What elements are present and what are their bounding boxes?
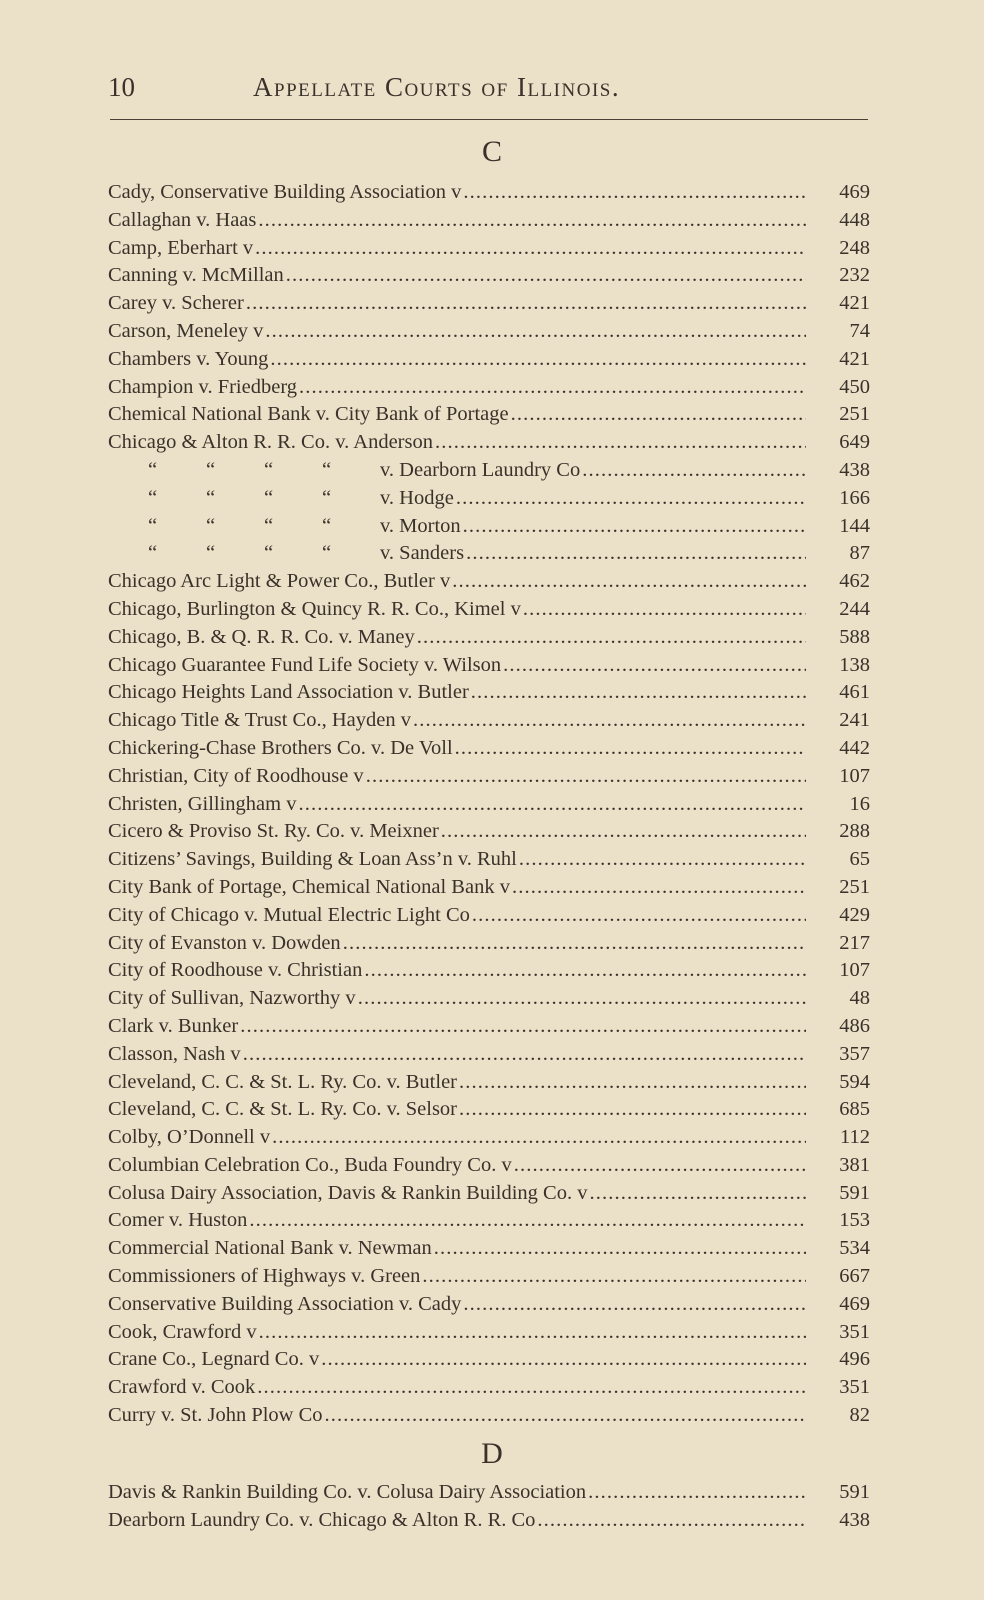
- case-name: Christian, City of Roodhouse v: [108, 764, 364, 787]
- dot-leader: [457, 1096, 806, 1124]
- index-entry: [108, 1402, 870, 1430]
- case-name: Commercial National Bank v. Newman: [108, 1237, 432, 1260]
- case-name: Citizens’ Savings, Building & Loan Ass’n v. Ruhl: [108, 848, 517, 871]
- page-reference: 381: [839, 1153, 870, 1176]
- dot-leader: [457, 1069, 806, 1097]
- section-letter-d: D: [481, 1437, 503, 1470]
- dot-leader: [296, 791, 806, 819]
- dot-leader: [297, 374, 806, 402]
- ditto-mark: “: [322, 542, 332, 565]
- case-name: Crane Co., Legnard Co. v: [108, 1348, 320, 1371]
- index-entry: [108, 1235, 870, 1263]
- case-name: Canning v. McMillan: [108, 264, 284, 287]
- index-entry: [108, 652, 870, 680]
- case-name: Chicago Guarantee Fund Life Society v. Wilson: [108, 653, 502, 676]
- ditto-mark: “: [264, 542, 274, 565]
- ditto-mark: “: [148, 486, 158, 509]
- index-entry: [108, 485, 870, 513]
- dot-leader: [535, 1507, 806, 1535]
- case-name: v. Sanders: [380, 542, 465, 565]
- index-entry: [108, 235, 870, 263]
- case-name: v. Morton: [380, 514, 461, 537]
- dot-leader: [253, 235, 806, 263]
- page-reference: 232: [839, 264, 870, 287]
- case-name: Cook, Crawford v: [108, 1320, 257, 1343]
- ditto-mark: “: [206, 486, 216, 509]
- dot-leader: [341, 930, 806, 958]
- page-reference: 667: [839, 1265, 870, 1288]
- page-reference: 429: [839, 903, 870, 926]
- dot-leader: [284, 262, 806, 290]
- index-entry: [108, 568, 870, 596]
- index-entry: [108, 763, 870, 791]
- case-name: Colby, O’Donnell v: [108, 1126, 271, 1149]
- page-reference: 534: [839, 1237, 870, 1260]
- ditto-marks: [148, 457, 380, 485]
- ditto-mark: “: [148, 542, 158, 565]
- page-reference: 16: [849, 792, 870, 815]
- case-name: Chicago Arc Light & Power Co., Butler v: [108, 570, 451, 593]
- ditto-mark: “: [264, 514, 274, 537]
- case-name: Chemical National Bank v. City Bank of Portage: [108, 403, 509, 426]
- dot-leader: [268, 346, 806, 374]
- dot-leader: [587, 1180, 806, 1208]
- index-entry: [108, 791, 870, 819]
- dot-leader: [323, 1402, 806, 1430]
- page-reference: 438: [839, 458, 870, 481]
- ditto-mark: “: [264, 486, 274, 509]
- case-name: Christen, Gillingham v: [108, 792, 297, 815]
- page-reference: 685: [839, 1098, 870, 1121]
- page-reference: 649: [839, 431, 870, 454]
- case-name: Commissioners of Highways v. Green: [108, 1265, 421, 1288]
- index-entry: [108, 1180, 870, 1208]
- dot-leader: [432, 1235, 806, 1263]
- case-name: Chickering-Chase Brothers Co. v. De Voll: [108, 736, 453, 759]
- dot-leader: [510, 874, 806, 902]
- dot-leader: [439, 818, 806, 846]
- page-reference: 74: [849, 319, 870, 342]
- index-entry: [108, 624, 870, 652]
- index-entry: [108, 679, 870, 707]
- case-name: Callaghan v. Haas: [108, 208, 257, 231]
- case-name: Carey v. Scherer: [108, 292, 244, 315]
- ditto-mark: “: [206, 458, 216, 481]
- case-name: v. Hodge: [380, 486, 454, 509]
- case-name: Davis & Rankin Building Co. v. Colusa Dairy Association: [108, 1481, 587, 1503]
- case-name: Crawford v. Cook: [108, 1376, 256, 1399]
- index-entry: [108, 1096, 870, 1124]
- index-entry: [108, 1263, 870, 1291]
- case-name: Clark v. Bunker: [108, 1014, 239, 1037]
- page-reference: 448: [839, 208, 870, 231]
- index-entry: [108, 457, 870, 485]
- page-reference: 461: [839, 681, 870, 704]
- dot-leader: [454, 485, 806, 513]
- case-name: Champion v. Friedberg: [108, 375, 298, 398]
- index-entry: [108, 1374, 870, 1402]
- index-entry: [108, 429, 870, 457]
- page-reference: 241: [839, 709, 870, 732]
- page-reference: 251: [839, 875, 870, 898]
- page-reference: 357: [839, 1042, 870, 1065]
- page-reference: 591: [839, 1481, 870, 1503]
- dot-leader: [501, 652, 806, 680]
- ditto-mark: “: [322, 514, 332, 537]
- index-entry: [108, 735, 870, 763]
- page-reference: 288: [839, 820, 870, 843]
- ditto-marks: [148, 513, 380, 541]
- index-entry: [108, 1207, 870, 1235]
- case-name: Chambers v. Young: [108, 347, 269, 370]
- dot-leader: [241, 1041, 806, 1069]
- dot-leader: [580, 457, 806, 485]
- index-entry: [108, 1346, 870, 1374]
- page-reference: 217: [839, 931, 870, 954]
- dot-leader: [415, 624, 806, 652]
- index-entry: [108, 596, 870, 624]
- dot-leader: [509, 401, 806, 429]
- index-entry: [108, 374, 870, 402]
- case-name: v. Dearborn Laundry Co: [380, 458, 581, 481]
- dot-leader: [411, 707, 806, 735]
- page-reference: 251: [839, 403, 870, 426]
- ditto-marks: [148, 485, 380, 513]
- page-reference: 421: [839, 347, 870, 370]
- dot-leader: [512, 1152, 806, 1180]
- case-name: Camp, Eberhart v: [108, 236, 254, 259]
- page-reference: 442: [839, 736, 870, 759]
- index-list-d: [108, 1479, 870, 1535]
- index-entry: [108, 1507, 870, 1535]
- page-reference: 351: [839, 1320, 870, 1343]
- page-reference: 496: [839, 1348, 870, 1371]
- index-entry: [108, 902, 870, 930]
- case-name: Chicago, Burlington & Quincy R. R. Co., Kimel v: [108, 597, 521, 620]
- page-header: [108, 68, 872, 108]
- page-number: 10: [108, 72, 135, 102]
- page-reference: 138: [839, 653, 870, 676]
- case-name: Chicago, B. & Q. R. R. Co. v. Maney: [108, 625, 415, 648]
- page-reference: 153: [839, 1209, 870, 1232]
- dot-leader: [517, 846, 806, 874]
- dot-leader: [362, 957, 806, 985]
- case-name: Cleveland, C. C. & St. L. Ry. Co. v. Selsor: [108, 1098, 458, 1121]
- case-name: Cady, Conservative Building Association v: [108, 181, 462, 203]
- page-reference: 244: [839, 597, 870, 620]
- case-name: Classon, Nash v: [108, 1042, 241, 1065]
- page-reference: 351: [839, 1376, 870, 1399]
- page-reference: 107: [839, 764, 870, 787]
- case-name: Cicero & Proviso St. Ry. Co. v. Meixner: [108, 820, 439, 843]
- page-reference: 48: [849, 987, 870, 1010]
- page-reference: 421: [839, 292, 870, 315]
- case-name: Conservative Building Association v. Cady: [108, 1292, 462, 1315]
- page-reference: 438: [839, 1508, 870, 1531]
- dot-leader: [521, 596, 806, 624]
- index-entry: [108, 846, 870, 874]
- page-reference: 486: [839, 1014, 870, 1037]
- case-name: City of Chicago v. Mutual Electric Light Co: [108, 903, 470, 926]
- dot-leader: [356, 985, 806, 1013]
- index-entry: [108, 1124, 870, 1152]
- dot-leader: [420, 1263, 806, 1291]
- index-entry: [108, 1152, 870, 1180]
- index-entry: [108, 262, 870, 290]
- page-reference: 87: [849, 542, 870, 565]
- dot-leader: [461, 179, 806, 207]
- section-letter-c: C: [481, 135, 502, 168]
- page-reference: 469: [839, 1292, 870, 1315]
- index-entry: [108, 1479, 870, 1507]
- dot-leader: [270, 1124, 806, 1152]
- page-reference: 107: [839, 959, 870, 982]
- index-entry: [108, 1041, 870, 1069]
- dot-leader: [453, 735, 806, 763]
- case-name: Cleveland, C. C. & St. L. Ry. Co. v. Butler: [108, 1070, 458, 1093]
- page-reference: 588: [839, 625, 870, 648]
- ditto-marks: [148, 540, 380, 568]
- case-name: Chicago Title & Trust Co., Hayden v: [108, 709, 411, 732]
- page-reference: 82: [849, 1404, 870, 1427]
- index-entry: [108, 401, 870, 429]
- case-name: City Bank of Portage, Chemical National Bank v: [108, 875, 510, 898]
- ditto-mark: “: [322, 458, 332, 481]
- ditto-mark: “: [264, 458, 274, 481]
- index-entry: [108, 207, 870, 235]
- index-list-c: [108, 179, 870, 1430]
- header-rule: [110, 119, 868, 120]
- index-entry: [108, 985, 870, 1013]
- ditto-mark: “: [322, 486, 332, 509]
- dot-leader: [255, 1374, 806, 1402]
- dot-leader: [247, 1207, 806, 1235]
- index-entry: [108, 1291, 870, 1319]
- dot-leader: [461, 1291, 806, 1319]
- dot-leader: [319, 1346, 806, 1374]
- index-entry: [108, 513, 870, 541]
- dot-leader: [257, 1319, 806, 1347]
- ditto-mark: “: [206, 514, 216, 537]
- index-entry: [108, 540, 870, 568]
- index-entry: [108, 707, 870, 735]
- dot-leader: [244, 290, 806, 318]
- ditto-mark: “: [148, 458, 158, 481]
- page-reference: 248: [839, 236, 870, 259]
- index-entry: [108, 346, 870, 374]
- ditto-mark: “: [148, 514, 158, 537]
- case-name: City of Evanston v. Dowden: [108, 931, 341, 954]
- case-name: Columbian Celebration Co., Buda Foundry Co. v: [108, 1153, 512, 1176]
- dot-leader: [238, 1013, 806, 1041]
- ditto-mark: “: [206, 542, 216, 565]
- page-reference: 112: [840, 1126, 870, 1149]
- case-name: Dearborn Laundry Co. v. Chicago & Alton R. R. Co: [108, 1508, 536, 1531]
- index-entry: [108, 930, 870, 958]
- case-name: Comer v. Huston: [108, 1209, 248, 1232]
- index-entry: [108, 957, 870, 985]
- case-name: Carson, Meneley v: [108, 319, 264, 342]
- case-name: City of Sullivan, Nazworthy v: [108, 987, 356, 1010]
- case-name: Chicago & Alton R. R. Co. v. Anderson: [108, 431, 433, 454]
- case-name: City of Roodhouse v. Christian: [108, 959, 363, 982]
- page-reference: 591: [839, 1181, 870, 1204]
- index-entry: [108, 290, 870, 318]
- dot-leader: [263, 318, 806, 346]
- page-reference: 65: [849, 848, 870, 871]
- dot-leader: [256, 207, 806, 235]
- dot-leader: [586, 1479, 806, 1507]
- page-reference: 462: [839, 570, 870, 593]
- index-entry: [108, 318, 870, 346]
- running-title: Appellate Courts of Illinois.: [253, 72, 621, 102]
- index-entry: [108, 874, 870, 902]
- page-reference: 594: [839, 1070, 870, 1093]
- index-entry: [108, 179, 870, 207]
- page-reference: 469: [839, 181, 870, 203]
- dot-leader: [364, 763, 806, 791]
- index-entry: [108, 1319, 870, 1347]
- case-name: Colusa Dairy Association, Davis & Rankin Building Co. v: [108, 1181, 588, 1204]
- dot-leader: [461, 513, 806, 541]
- dot-leader: [450, 568, 806, 596]
- case-name: Curry v. St. John Plow Co: [108, 1404, 323, 1427]
- dot-leader: [433, 429, 806, 457]
- page-reference: 166: [839, 486, 870, 509]
- dot-leader: [470, 902, 806, 930]
- index-entry: [108, 818, 870, 846]
- case-name: Chicago Heights Land Association v. Butler: [108, 681, 469, 704]
- dot-leader: [469, 679, 806, 707]
- index-entry: [108, 1069, 870, 1097]
- index-entry: [108, 1013, 870, 1041]
- page-reference: 450: [839, 375, 870, 398]
- page-reference: 144: [839, 514, 870, 537]
- dot-leader: [464, 540, 806, 568]
